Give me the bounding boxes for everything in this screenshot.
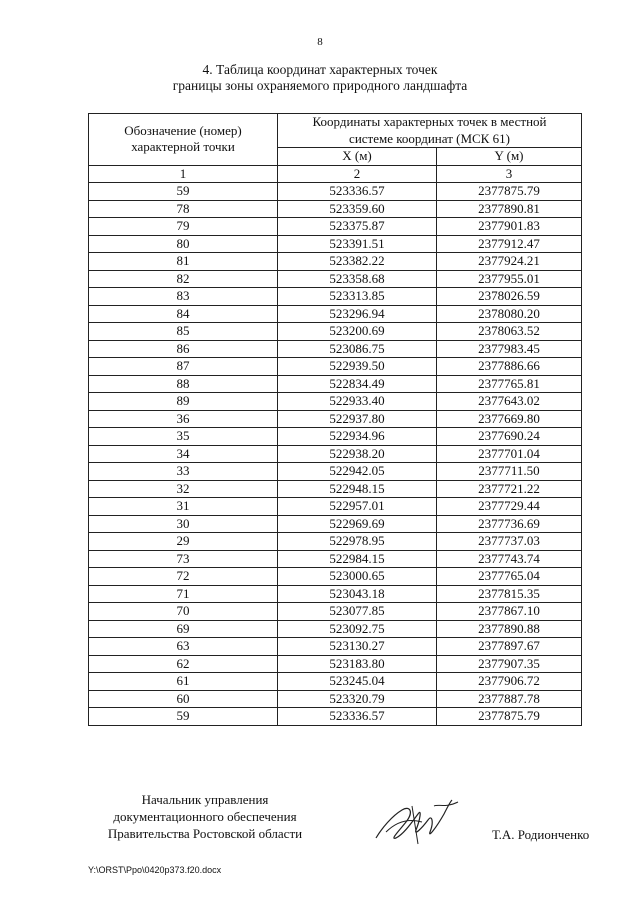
cell-point-number: 31 (89, 498, 278, 516)
file-path-footer: Y:\ORST\Ppo\0420p373.f20.docx (88, 865, 222, 875)
cell-y: 2378063.52 (437, 323, 582, 341)
cell-point-number: 72 (89, 568, 278, 586)
coordinates-table (88, 113, 582, 726)
cell-point-number: 81 (89, 253, 278, 271)
table-header-row (89, 114, 582, 148)
cell-y: 2377765.81 (437, 375, 582, 393)
cell-point-number: 33 (89, 463, 278, 481)
table-row (89, 480, 582, 498)
cell-x: 522978.95 (278, 533, 437, 551)
cell-point-number: 85 (89, 323, 278, 341)
table-row (89, 323, 582, 341)
header-y-label: Y (м) (437, 148, 582, 166)
cell-y: 2377907.35 (437, 655, 582, 673)
table-row (89, 690, 582, 708)
cell-x: 522939.50 (278, 358, 437, 376)
signatory-name: Т.А. Родионченко (492, 827, 590, 842)
cell-point-number: 71 (89, 585, 278, 603)
signatory-position-line-1: Начальник управления (141, 792, 269, 807)
cell-y: 2377875.79 (437, 183, 582, 201)
cell-x: 522938.20 (278, 445, 437, 463)
table-row (89, 358, 582, 376)
cell-y: 2377765.04 (437, 568, 582, 586)
cell-point-number: 34 (89, 445, 278, 463)
cell-x: 523358.68 (278, 270, 437, 288)
table-row (89, 393, 582, 411)
table-row (89, 428, 582, 446)
table-row (89, 340, 582, 358)
signatory-position-line-3: Правительства Ростовской области (107, 826, 303, 841)
cell-point-number: 69 (89, 620, 278, 638)
cell-y: 2377901.83 (437, 218, 582, 236)
cell-x: 523359.60 (278, 200, 437, 218)
cell-x: 522969.69 (278, 515, 437, 533)
table-row (89, 533, 582, 551)
table-row (89, 515, 582, 533)
cell-y: 2377643.02 (437, 393, 582, 411)
cell-point-number: 70 (89, 603, 278, 621)
cell-y: 2377886.66 (437, 358, 582, 376)
cell-x: 523077.85 (278, 603, 437, 621)
cell-x: 522934.96 (278, 428, 437, 446)
table-row (89, 585, 582, 603)
header-coordinates-label: Координаты характерных точек в местной системе координат (МСК 61) (278, 114, 582, 148)
cell-x: 523313.85 (278, 288, 437, 306)
cell-point-number: 87 (89, 358, 278, 376)
cell-point-number: 35 (89, 428, 278, 446)
cell-x: 523296.94 (278, 305, 437, 323)
cell-x: 522933.40 (278, 393, 437, 411)
cell-x: 523092.75 (278, 620, 437, 638)
table-row (89, 305, 582, 323)
cell-x: 522957.01 (278, 498, 437, 516)
column-number-1: 1 (89, 165, 278, 183)
page-number: 8 (317, 36, 323, 48)
table-row (89, 655, 582, 673)
cell-point-number: 60 (89, 690, 278, 708)
cell-y: 2377983.45 (437, 340, 582, 358)
cell-point-number: 78 (89, 200, 278, 218)
column-number-3: 3 (437, 165, 582, 183)
cell-y: 2377890.81 (437, 200, 582, 218)
table-row (89, 200, 582, 218)
cell-point-number: 62 (89, 655, 278, 673)
cell-x: 523336.57 (278, 708, 437, 726)
title-line-2: границы зоны охраняемого природного ландшафта (172, 78, 468, 93)
table-row (89, 270, 582, 288)
cell-x: 523375.87 (278, 218, 437, 236)
cell-y: 2377729.44 (437, 498, 582, 516)
cell-y: 2377721.22 (437, 480, 582, 498)
table-row (89, 550, 582, 568)
cell-x: 522937.80 (278, 410, 437, 428)
signatory-position (100, 791, 310, 842)
cell-point-number: 73 (89, 550, 278, 568)
cell-y: 2377815.35 (437, 585, 582, 603)
table-row (89, 445, 582, 463)
table-row (89, 463, 582, 481)
cell-x: 523043.18 (278, 585, 437, 603)
table-row (89, 253, 582, 271)
cell-y: 2377701.04 (437, 445, 582, 463)
table-row (89, 288, 582, 306)
cell-x: 523336.57 (278, 183, 437, 201)
cell-y: 2377867.10 (437, 603, 582, 621)
cell-x: 523245.04 (278, 673, 437, 691)
signatory-position-line-2: документационного обеспечения (113, 809, 297, 824)
cell-x: 523000.65 (278, 568, 437, 586)
table-row (89, 603, 582, 621)
cell-point-number: 83 (89, 288, 278, 306)
document-title (0, 62, 640, 94)
cell-point-number: 59 (89, 708, 278, 726)
cell-y: 2377736.69 (437, 515, 582, 533)
cell-point-number: 29 (89, 533, 278, 551)
cell-y: 2377737.03 (437, 533, 582, 551)
cell-x: 522984.15 (278, 550, 437, 568)
cell-point-number: 59 (89, 183, 278, 201)
cell-y: 2377924.21 (437, 253, 582, 271)
title-line-1: 4. Таблица координат характерных точек (202, 62, 438, 77)
cell-y: 2377897.67 (437, 638, 582, 656)
column-number-2: 2 (278, 165, 437, 183)
header-point-label: Обозначение (номер) характерной точки (89, 114, 278, 166)
column-number-row (89, 165, 582, 183)
header-x-label: X (м) (278, 148, 437, 166)
cell-x: 523183.80 (278, 655, 437, 673)
cell-x: 523130.27 (278, 638, 437, 656)
cell-y: 2377912.47 (437, 235, 582, 253)
table-row (89, 708, 582, 726)
cell-point-number: 88 (89, 375, 278, 393)
cell-y: 2377887.78 (437, 690, 582, 708)
cell-point-number: 36 (89, 410, 278, 428)
cell-point-number: 32 (89, 480, 278, 498)
table-row (89, 183, 582, 201)
table-row (89, 673, 582, 691)
cell-x: 523391.51 (278, 235, 437, 253)
table-row (89, 498, 582, 516)
cell-y: 2377890.88 (437, 620, 582, 638)
table-row (89, 620, 582, 638)
table-row (89, 235, 582, 253)
cell-y: 2377875.79 (437, 708, 582, 726)
cell-y: 2377690.24 (437, 428, 582, 446)
cell-y: 2378026.59 (437, 288, 582, 306)
cell-x: 522942.05 (278, 463, 437, 481)
cell-y: 2377955.01 (437, 270, 582, 288)
cell-y: 2377906.72 (437, 673, 582, 691)
cell-point-number: 84 (89, 305, 278, 323)
cell-point-number: 30 (89, 515, 278, 533)
cell-y: 2378080.20 (437, 305, 582, 323)
cell-x: 522948.15 (278, 480, 437, 498)
table-row (89, 410, 582, 428)
cell-point-number: 61 (89, 673, 278, 691)
handwritten-signature (372, 792, 462, 850)
table-row (89, 375, 582, 393)
cell-x: 523382.22 (278, 253, 437, 271)
cell-point-number: 86 (89, 340, 278, 358)
cell-x: 522834.49 (278, 375, 437, 393)
cell-y: 2377711.50 (437, 463, 582, 481)
cell-point-number: 89 (89, 393, 278, 411)
cell-x: 523200.69 (278, 323, 437, 341)
cell-y: 2377669.80 (437, 410, 582, 428)
cell-point-number: 79 (89, 218, 278, 236)
cell-point-number: 82 (89, 270, 278, 288)
table-row (89, 638, 582, 656)
cell-y: 2377743.74 (437, 550, 582, 568)
table-row (89, 568, 582, 586)
cell-point-number: 80 (89, 235, 278, 253)
table-row (89, 218, 582, 236)
cell-x: 523086.75 (278, 340, 437, 358)
cell-point-number: 63 (89, 638, 278, 656)
cell-x: 523320.79 (278, 690, 437, 708)
